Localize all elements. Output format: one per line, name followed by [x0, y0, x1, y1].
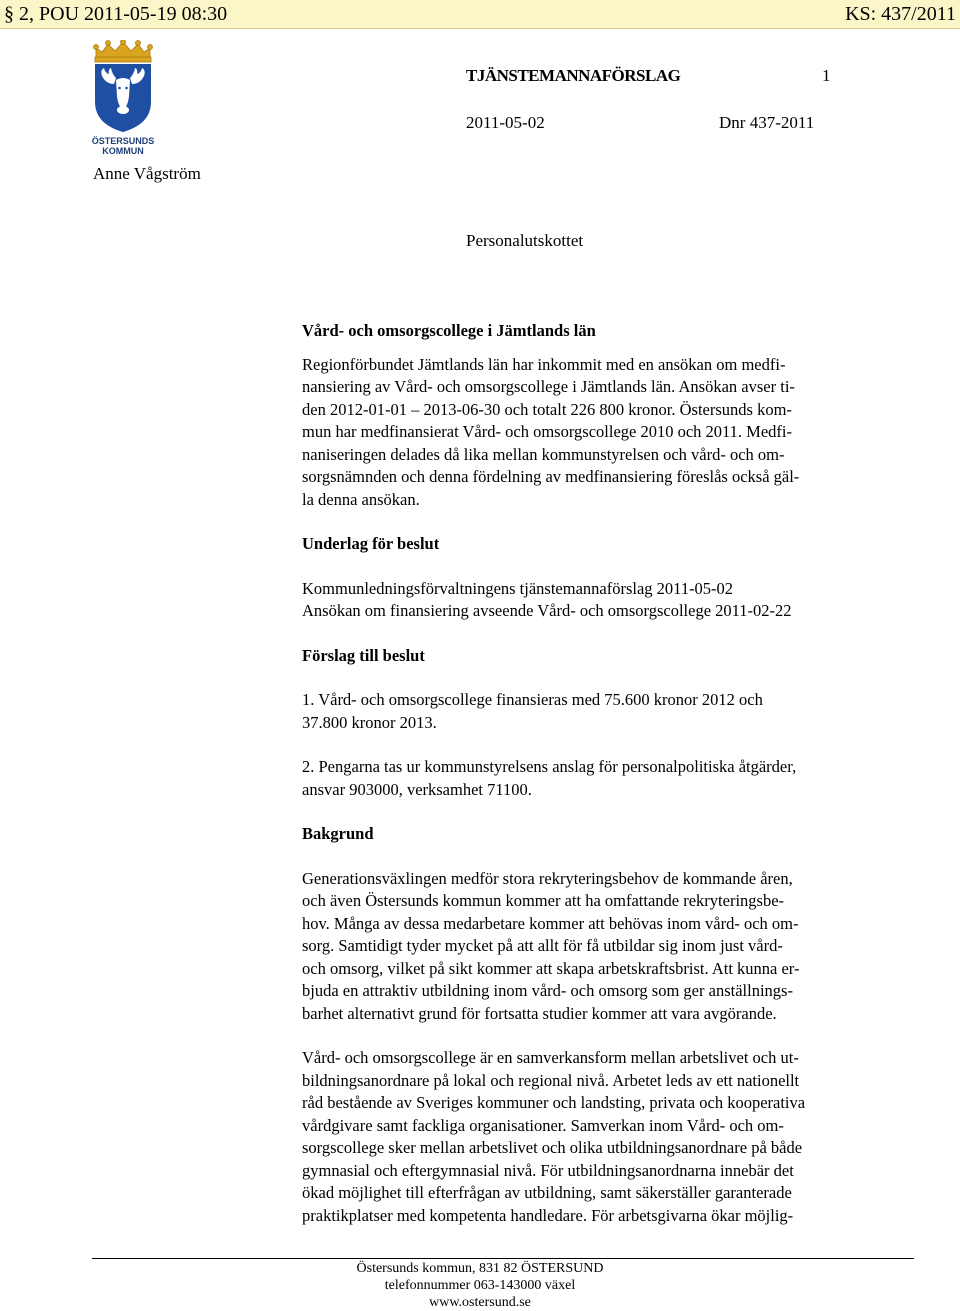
underlag-list: [302, 578, 896, 623]
text-line: sorg. Samtidigt tyder mycket på att allt för få utbildar sig inom just vård-: [302, 936, 783, 955]
text-line: 2. Pengarna tas ur kommunstyrelsens anslag för personalpolitiska åtgärder,: [302, 757, 797, 776]
text-line: la denna ansökan.: [302, 489, 420, 509]
logo-text-line2: KOMMUN: [102, 146, 144, 156]
footer: [0, 1260, 960, 1311]
recipient: Personalutskottet: [466, 231, 584, 250]
proposal-item-2: [302, 756, 896, 801]
text-line: praktikplatser med kompetenta handledare. För arbetsgivarna ökar möjlig-: [302, 1205, 794, 1225]
text-line: råd bestående av Sveriges kommuner och landsting, privata och kooperativa: [302, 1093, 806, 1112]
background-paragraph-2: [302, 1047, 896, 1227]
diary-number: Dnr 437-2011: [719, 113, 815, 132]
author-name: Anne Vågström: [93, 164, 201, 183]
text-line: den 2012-01-01 – 2013-06-30 och totalt 226 800 kronor. Östersunds kom-: [302, 399, 792, 419]
document-title: Vård- och omsorgscollege i Jämtlands län: [302, 321, 596, 340]
text-line: hov. Många av dessa medarbetare kommer att behövas inom vård- och om-: [302, 913, 799, 933]
text-line: nansiering av Vård- och omsorgscollege i Jämtlands län. Ansökan avser ti-: [302, 377, 795, 396]
text-line: och även Östersunds kommun kommer att ha omfattande rekryteringsbe-: [302, 891, 785, 910]
document-date: 2011-05-02: [466, 113, 545, 132]
document-type: TJÄNSTEMANNAFÖRSLAG: [466, 66, 681, 85]
text-line: Generationsväxlingen medför stora rekryteringsbehov de kommande åren,: [302, 868, 793, 888]
underlag-heading: Underlag för beslut: [302, 534, 440, 553]
footer-divider: [92, 1258, 914, 1259]
text-line: Regionförbundet Jämtlands län har inkommit med en ansökan om medfi-: [302, 354, 786, 374]
text-line: bjuda en attraktiv utbildning inom vård- och omsorg som ger anställnings-: [302, 981, 793, 1000]
list-item: Kommunledningsförvaltningens tjänstemannaförslag 2011-05-02: [302, 578, 734, 598]
text-line: Vård- och omsorgscollege är en samverkansform mellan arbetslivet och ut-: [302, 1048, 799, 1067]
document-header-bar: [0, 0, 960, 29]
text-line: 1. Vård- och omsorgscollege finansieras med 75.600 kronor 2012 och: [302, 690, 763, 709]
footer-website: www.ostersund.se: [429, 1295, 531, 1310]
text-line: ansvar 903000, verksamhet 71100.: [302, 779, 532, 799]
text-line: gymnasial och eftergymnasial nivå. För utbildningsanordnarna innebär det: [302, 1160, 794, 1180]
text-line: naniseringen delades då lika mellan kommunstyrelsen och vård- och om-: [302, 444, 785, 464]
logo-text-line1: ÖSTERSUNDS: [91, 136, 155, 146]
footer-address: Östersunds kommun, 831 82 ÖSTERSUND: [356, 1261, 604, 1276]
text-line: bildningsanordnare på lokal och regional nivå. Arbetet leds av ett nationellt: [302, 1070, 800, 1090]
list-item: Ansökan om finansiering avseende Vård- och omsorgscollege 2011-02-22: [302, 601, 792, 620]
text-line: barhet alternativt grund för fortsatta studier kommer att vara avgörande.: [302, 1003, 777, 1023]
meeting-reference: § 2, POU 2011-05-19 08:30: [4, 3, 228, 25]
page-number: 1: [822, 66, 831, 85]
footer-phone: telefonnummer 063-143000 växel: [384, 1278, 576, 1293]
bakgrund-heading: Bakgrund: [302, 824, 374, 843]
text-line: mun har medfinansierat Vård- och omsorgscollege 2010 och 2011. Medfi-: [302, 422, 792, 441]
text-line: vårdgivare samt fackliga organisationer. Samverkan inom Vård- och om-: [302, 1115, 784, 1135]
intro-paragraph: [302, 354, 896, 512]
proposal-item-1: [302, 689, 896, 734]
document-body: [302, 320, 896, 1227]
background-paragraph-1: [302, 868, 896, 1026]
text-line: sorgscollege sker mellan arbetslivet och olika utbildningsanordnare på både: [302, 1138, 803, 1157]
text-line: sorgsnämnden och denna fördelning av medfinansiering föreslås också gäl-: [302, 467, 800, 486]
municipality-logo: [90, 40, 156, 158]
text-line: ökad möjlighet till efterfrågan av utbildning, samt säkerställer garanterade: [302, 1183, 792, 1202]
text-line: 37.800 kronor 2013.: [302, 712, 437, 732]
forslag-heading: Förslag till beslut: [302, 645, 425, 665]
text-line: och omsorg, vilket på sikt kommer att skapa arbetskraftsbrist. Att kunna er-: [302, 958, 800, 978]
case-number: KS: 437/2011: [845, 3, 956, 25]
